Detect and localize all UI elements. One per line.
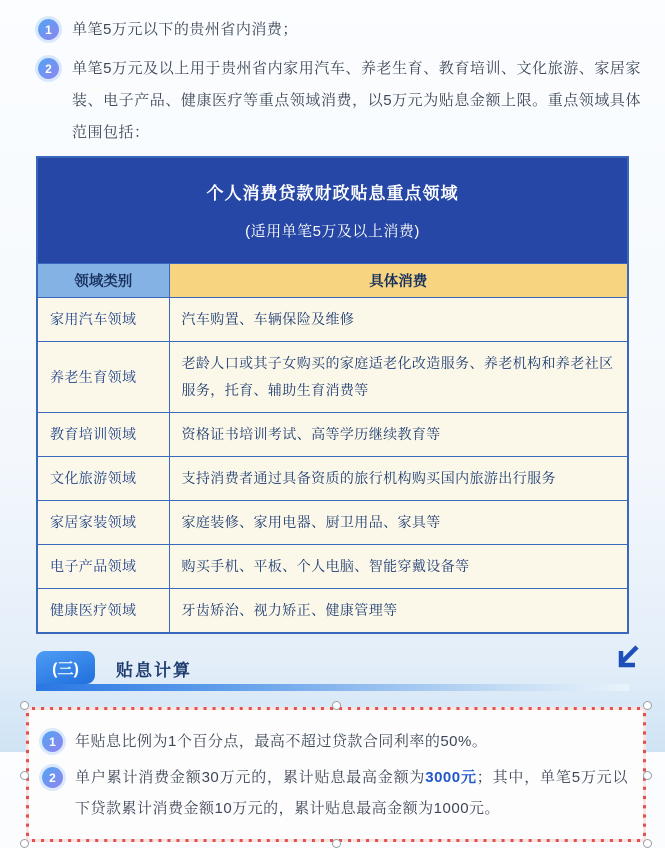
intro-item-2 bbox=[38, 53, 641, 149]
number-badge-2: 2 bbox=[42, 767, 63, 788]
selection-handle-top-left[interactable] bbox=[20, 701, 29, 710]
table-row bbox=[37, 413, 628, 457]
cell-detail: 牙齿矫治、视力矫正、健康管理等 bbox=[169, 589, 628, 634]
calc-amount-highlight: 3000元 bbox=[425, 769, 477, 786]
section-underline-bar bbox=[36, 684, 630, 691]
column-header-category: 领域类别 bbox=[37, 264, 169, 298]
section-header bbox=[36, 651, 665, 692]
selection-handle-top-right[interactable] bbox=[643, 701, 652, 710]
section-title: 贴息计算 bbox=[116, 661, 192, 680]
cell-detail: 资格证书培训考试、高等学历继续教育等 bbox=[169, 413, 628, 457]
section-number-tab bbox=[36, 651, 95, 684]
table-row bbox=[37, 545, 628, 589]
intro-text-2: 单笔5万元及以上用于贵州省内家用汽车、养老生育、教育培训、文化旅游、家居家装、电子产品、健康医疗等重点领域消费，以5万元为贴息金额上限。重点领域具体范围包括： bbox=[72, 60, 641, 141]
column-header-detail: 具体消费 bbox=[169, 264, 628, 298]
cell-category: 电子产品领域 bbox=[37, 545, 169, 589]
selection-handle-bottom-middle[interactable] bbox=[332, 839, 341, 848]
cell-category: 家居家装领域 bbox=[37, 501, 169, 545]
cell-detail: 购买手机、平板、个人电脑、智能穿戴设备等 bbox=[169, 545, 628, 589]
table-subtitle: (适用单笔5万及以上消费) bbox=[245, 223, 420, 240]
calc-text-1: 年贴息比例为1个百分点，最高不超过贷款合同利率的50%。 bbox=[75, 733, 488, 750]
key-domains-table bbox=[36, 156, 629, 634]
calc-item-2 bbox=[42, 762, 628, 824]
arrow-down-left-icon bbox=[613, 641, 643, 673]
table-row bbox=[37, 501, 628, 545]
cell-category: 文化旅游领域 bbox=[37, 457, 169, 501]
cell-category: 家用汽车领域 bbox=[37, 298, 169, 342]
calc-text-2-before: 单户累计消费金额30万元的，累计贴息最高金额为 bbox=[75, 769, 426, 786]
selection-handle-top-middle[interactable] bbox=[332, 701, 341, 710]
table-row bbox=[37, 589, 628, 634]
selection-handle-bottom-right[interactable] bbox=[643, 839, 652, 848]
intro-text-1: 单笔5万元以下的贵州省内消费； bbox=[72, 21, 298, 38]
selection-handle-middle-right[interactable] bbox=[643, 771, 652, 780]
table-row bbox=[37, 457, 628, 501]
calc-highlight-box bbox=[26, 707, 646, 842]
calc-text-2-after: ；其中，单笔5万元以下贷款累计消费金额10万元的，累计贴息最高金额为1000元。 bbox=[75, 769, 628, 817]
calc-text-2 bbox=[75, 762, 628, 824]
section-number: (三) bbox=[52, 661, 79, 678]
number-badge-2: 2 bbox=[38, 58, 59, 79]
cell-detail: 家庭装修、家用电器、厨卫用品、家具等 bbox=[169, 501, 628, 545]
cell-detail: 汽车购置、车辆保险及维修 bbox=[169, 298, 628, 342]
table-title-cell bbox=[37, 157, 628, 264]
cell-detail: 支持消费者通过具备资质的旅行机构购买国内旅游出行服务 bbox=[169, 457, 628, 501]
table-title: 个人消费贷款财政贴息重点领域 bbox=[206, 184, 459, 203]
table-header-row bbox=[37, 264, 628, 298]
table-row bbox=[37, 298, 628, 342]
table-row bbox=[37, 342, 628, 413]
number-badge-1: 1 bbox=[38, 19, 59, 40]
selection-handle-bottom-left[interactable] bbox=[20, 839, 29, 848]
intro-item-1 bbox=[38, 14, 641, 46]
table-title-row bbox=[37, 157, 628, 264]
cell-category: 健康医疗领域 bbox=[37, 589, 169, 634]
cell-category: 养老生育领域 bbox=[37, 342, 169, 413]
calc-item-1 bbox=[42, 726, 628, 757]
number-badge-1: 1 bbox=[42, 731, 63, 752]
cell-category: 教育培训领域 bbox=[37, 413, 169, 457]
cell-detail: 老龄人口或其子女购买的家庭适老化改造服务、养老机构和养老社区服务，托育、辅助生育消费等 bbox=[169, 342, 628, 413]
selection-handle-middle-left[interactable] bbox=[20, 771, 29, 780]
